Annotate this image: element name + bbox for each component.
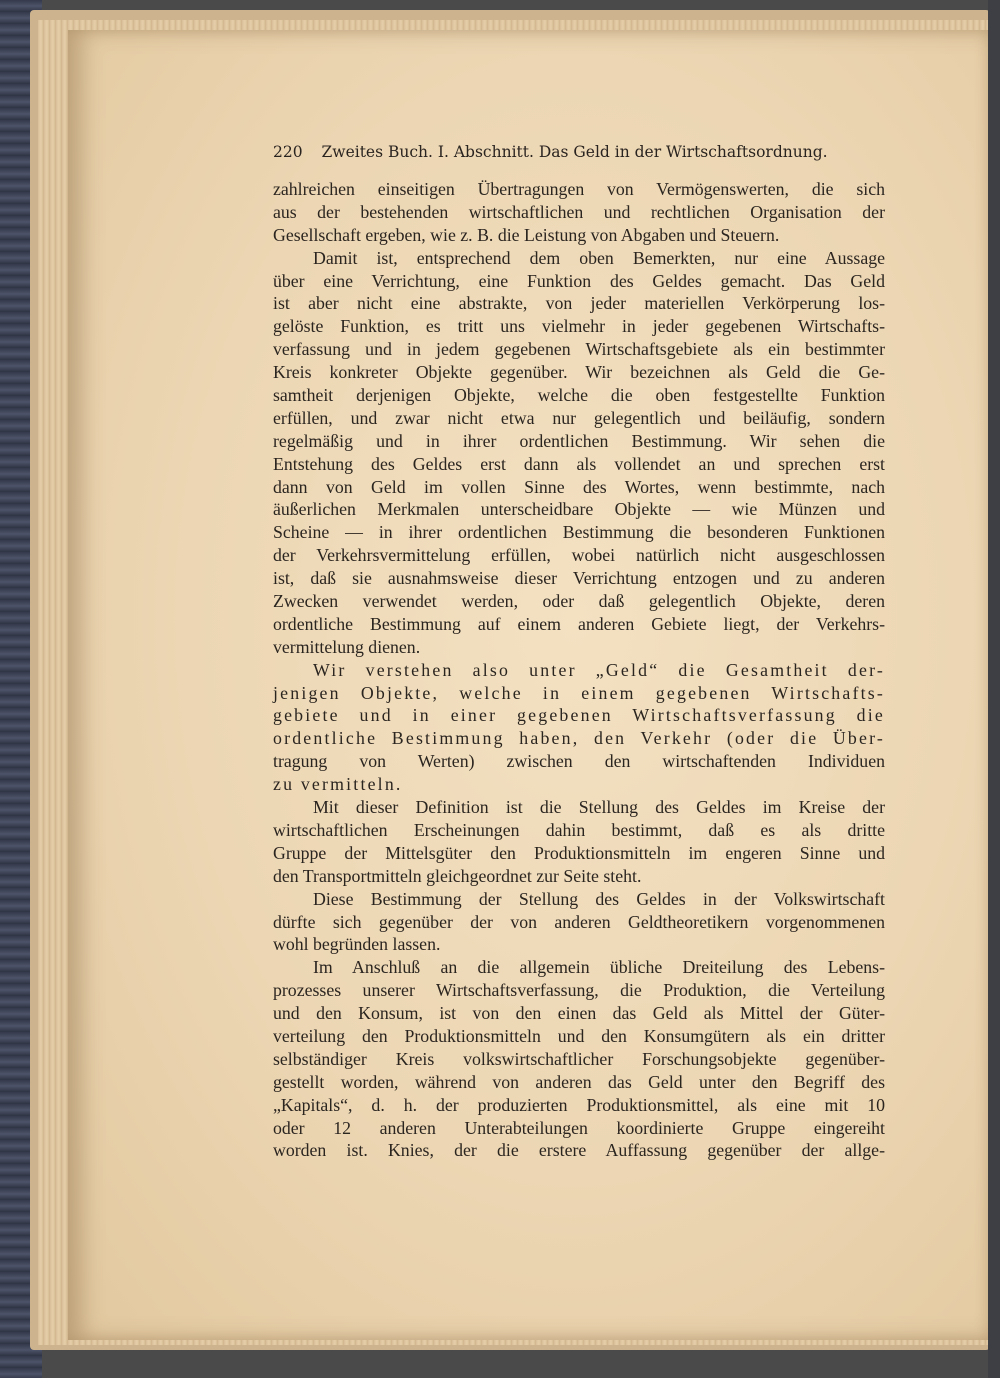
running-header — [273, 143, 893, 161]
text-line: ist aber nicht eine abstrakte, von jeder materiellen Verkörperung los- — [273, 293, 885, 314]
definition-line: tragung von Werten) zwischen den wirtschaftenden Individuen — [273, 751, 885, 772]
text-line: selbständiger Kreis volkswirtschaftlicher Forschungsobjekte gegenüber- — [273, 1048, 885, 1069]
text-line: samtheit derjenigen Objekte, welche die oben festgestellte Funktion — [273, 385, 885, 406]
text-line: und den Konsum, ist von den einen das Geld als Mittel der Güter- — [273, 1003, 885, 1024]
running-head-title: Zweites Buch. I. Abschnitt. Das Geld in der Wirtschaftsordnung. — [321, 143, 828, 161]
text-line: gestellt worden, während von anderen das Geld unter den Begriff des — [273, 1071, 885, 1092]
text-line: ist, daß sie ausnahmsweise dieser Verrichtung entzogen und zu anderen — [273, 568, 885, 589]
text-line: Scheine — in ihrer ordentlichen Bestimmung die besonderen Funktionen — [273, 522, 885, 543]
definition-line: zu vermitteln. — [273, 774, 403, 795]
definition-line: Wir verstehen also unter „Geld“ die Gesamtheit der- — [313, 659, 885, 680]
text-line: verfassung und in jedem gegebenen Wirtschaftsgebiete als ein bestimmter — [273, 339, 885, 360]
definition-line: jenigen Objekte, welche in einem gegebenen Wirtschafts- — [273, 682, 885, 703]
text-line: wohl begründen lassen. — [273, 934, 441, 955]
definition-line: gebiete und in einer gegebenen Wirtschaftsverfassung die — [273, 705, 885, 726]
text-line: über eine Verrichtung, eine Funktion des Geldes gemacht. Das Geld — [273, 270, 885, 291]
text-line: gelöste Funktion, es tritt uns vielmehr in jeder gegebenen Wirtschafts- — [273, 316, 885, 337]
text-line: Damit ist, entsprechend dem oben Bemerkten, nur eine Aussage — [313, 247, 885, 268]
page-number: 220 — [273, 143, 303, 161]
text-line: ordentliche Bestimmung auf einem anderen Gebiete liegt, der Verkehrs- — [273, 613, 885, 634]
text-line: dürfte sich gegenüber der von anderen Geldtheoretikern vorgenommenen — [273, 911, 885, 932]
definition-line: ordentliche Bestimmung haben, den Verkehr (oder die Über- — [273, 728, 885, 749]
text-line: Gruppe der Mittelsgüter den Produktionsmitteln im engeren Sinne und — [273, 842, 885, 863]
text-line: äußerlichen Merkmalen unterscheidbare Objekte — wie Münzen und — [273, 499, 885, 520]
text-line: dann von Geld im vollen Sinne des Wortes, wenn bestimmte, nach — [273, 476, 885, 497]
body-text — [273, 178, 885, 1162]
text-line: verteilung den Produktionsmitteln und den Konsumgütern als ein dritter — [273, 1025, 885, 1046]
text-line: regelmäßig und in ihrer ordentlichen Bestimmung. Wir sehen die — [273, 430, 885, 451]
text-line: aus der bestehenden wirtschaftlichen und rechtlichen Organisation der — [273, 201, 885, 222]
text-line: Im Anschluß an die allgemein übliche Dreiteilung des Lebens- — [313, 957, 885, 978]
text-line: prozesses unserer Wirtschaftsverfassung, die Produktion, die Verteilung — [273, 980, 885, 1001]
text-line: „Kapitals“, d. h. der produzierten Produktionsmittel, als eine mit 10 — [273, 1094, 885, 1115]
text-line: zahlreichen einseitigen Übertragungen von Vermögenswerten, die sich — [273, 179, 885, 199]
text-line: oder 12 anderen Unterabteilungen koordinierte Gruppe eingereiht — [273, 1117, 885, 1138]
text-line: Zwecken verwendet werden, oder daß gelegentlich Objekte, deren — [273, 591, 885, 612]
text-line: wirtschaftlichen Erscheinungen dahin bestimmt, daß es als dritte — [273, 819, 885, 840]
text-line: der Verkehrsvermittelung erfüllen, wobei natürlich nicht ausgeschlossen — [273, 545, 885, 566]
text-line: vermittelung dienen. — [273, 636, 421, 657]
text-line: Gesellschaft ergeben, wie z. B. die Leistung von Abgaben und Steuern. — [273, 224, 780, 245]
text-line: den Transportmitteln gleichgeordnet zur Seite steht. — [273, 865, 642, 886]
text-line: Entstehung des Geldes erst dann als vollendet an und sprechen erst — [273, 453, 885, 474]
text-line: worden ist. Knies, der die erstere Auffassung gegenüber der allge- — [273, 1140, 885, 1161]
text-line: Kreis konkreter Objekte gegenüber. Wir bezeichnen als Geld die Ge- — [273, 362, 885, 383]
text-line: Mit dieser Definition ist die Stellung des Geldes im Kreise der — [313, 797, 885, 818]
text-line: erfüllen, und zwar nicht etwa nur gelegentlich und beiläufig, sondern — [273, 407, 885, 428]
text-line: Diese Bestimmung der Stellung des Geldes in der Volkswirtschaft — [313, 888, 885, 909]
scan-right-edge — [988, 0, 1000, 1378]
